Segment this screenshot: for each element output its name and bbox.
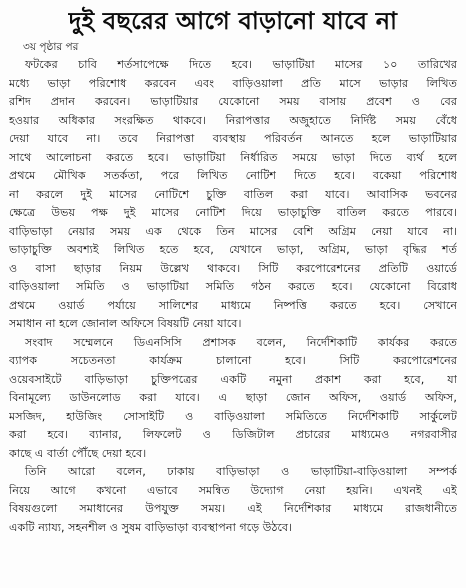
article-line: ক্ষেত্রে উভয় পক্ষ দুই মাসের নোটিশ দিয়ে ভাড়াচুক্তি বাতিল করতে পারবে। — [9, 206, 457, 219]
article-line: মসজিদ, হাউজিং সোসাইটি ও বাড়িওয়ালা সমিতিতে নির্দেশিকাটি সার্কুলেট — [9, 409, 457, 423]
article-line: প্রথমে মৌখিক সতর্কতা, পরে লিখিত নোটিশ দিতে হবে। বকেয়া পরিশোধ — [9, 169, 457, 182]
article-line: সংবাদ সম্মেলনে ডিএনসিসি প্রশাসক বলেন, নির্দেশিকাটি কার্যকর করতে — [25, 335, 457, 349]
article-body — [9, 56, 457, 537]
article-line: করা হবে। ব্যানার, লিফলেট ও ডিজিটাল প্রচারের মাধ্যমেও নগরবাসীর — [9, 428, 457, 441]
article-line: না করলে দুই মাসের নোটিশে চুক্তি বাতিল করা যাবে। আবাসিক ভবনের — [9, 187, 457, 201]
article-line: তিনি আরো বলেন, ঢাকায় বাড়িভাড়া ও ভাড়াটিয়া-বাড়িওয়ালা সম্পর্ক — [25, 465, 457, 478]
article-line: প্রথমে ওয়ার্ড পর্যায়ে সালিশের মাধ্যমে নিষ্পত্তি করতে হবে। সেখানে — [9, 298, 457, 312]
article-line: বাড়িওয়ালা সমিতি ও ভাড়াটিয়া সমিতি গঠন করতে হবে। যেকোনো বিরোধ — [9, 280, 457, 293]
article-line: বাড়িভাড়া নেয়ার সময় এক থেকে তিন মাসের বেশি অগ্রিম নেয়া যাবে না। — [9, 224, 457, 238]
article-line: বিনামূল্যে ডাউনলোড করা যাবে। এ ছাড়া জোন অফিস, ওয়ার্ড অফিস, — [9, 391, 457, 404]
headline: দুই বছরের আগে বাড়ানো যাবে না — [68, 7, 398, 35]
article-line: মধ্যে ভাড়া পরিশোধ করবেন এবং বাড়িওয়ালা প্রতি মাসে ভাড়ার লিখিত — [9, 76, 457, 90]
article-paragraph — [9, 463, 457, 537]
article-line: বিষয়গুলো সমাধানের উপযুক্ত সময়। এই নির্দেশিকার মাধ্যমে রাজধানীতে — [9, 502, 457, 515]
article-line: ও বাসা ছাড়ার নিয়ম উল্লেখ থাকবে। সিটি করপোরেশনের প্রতিটি ওয়ার্ডে — [9, 261, 457, 275]
article-paragraph — [9, 334, 457, 464]
article-line: দেয়া যাবে না। তবে নিরাপত্তা ব্যবস্থায় পরিবর্তন আনতে হলে ভাড়াটিয়ার — [9, 132, 457, 145]
article-line: সমাধান না হলে জোনাল অফিসে বিষয়টি নেয়া যাবে। — [9, 317, 242, 330]
article-line: ফটকের চাবি শর্তসাপেক্ষে দিতে হবে। ভাড়াটিয়া মাসের ১০ তারিখের — [25, 58, 457, 71]
continued-from-note: ৩য় পৃষ্ঠার পর — [23, 41, 79, 53]
article-line: ভাড়াচুক্তি অবশ্যই লিখিত হতে হবে, যেখানে ভাড়া, অগ্রিম, ভাড়া বৃদ্ধির শর্ত — [9, 243, 457, 256]
article-line: সাথে আলোচনা করতে হবে। ভাড়াটিয়া নির্ধারিত সময়ে ভাড়া দিতে ব্যর্থ হলে — [9, 150, 457, 164]
article-line: ব্যাপক সচেতনতা কার্যক্রম চালানো হবে। সিটি করপোরেশনের — [9, 354, 457, 367]
article-line: কাছে এ বার্তা পৌঁছে দেয়া হবে। — [9, 446, 147, 460]
article-line: রশিদ প্রদান করবেন। ভাড়াটিয়ার যেকোনো সময় বাসায় প্রবেশ ও বের — [9, 95, 457, 108]
article-paragraph — [9, 56, 457, 334]
article-line: হওয়ার অধিকার সংরক্ষিত থাকবে। নিরাপত্তার অজুহাতে নির্দিষ্ট সময় বেঁধে — [9, 113, 457, 127]
article-line: একটি ন্যায্য, সহনশীল ও সুষম বাড়িভাড়া ব্যবস্থাপনা গড়ে উঠবে। — [9, 520, 293, 534]
article-line: ওয়েবসাইটে বাড়িভাড়া চুক্তিপত্রের একটি নমুনা প্রকাশ করা হবে, যা — [9, 372, 457, 386]
article-line: নিয়ে আগে কখনো এভাবে সমন্বিত উদ্যোগ নেয়া হয়নি। এখনই এই — [9, 483, 457, 497]
